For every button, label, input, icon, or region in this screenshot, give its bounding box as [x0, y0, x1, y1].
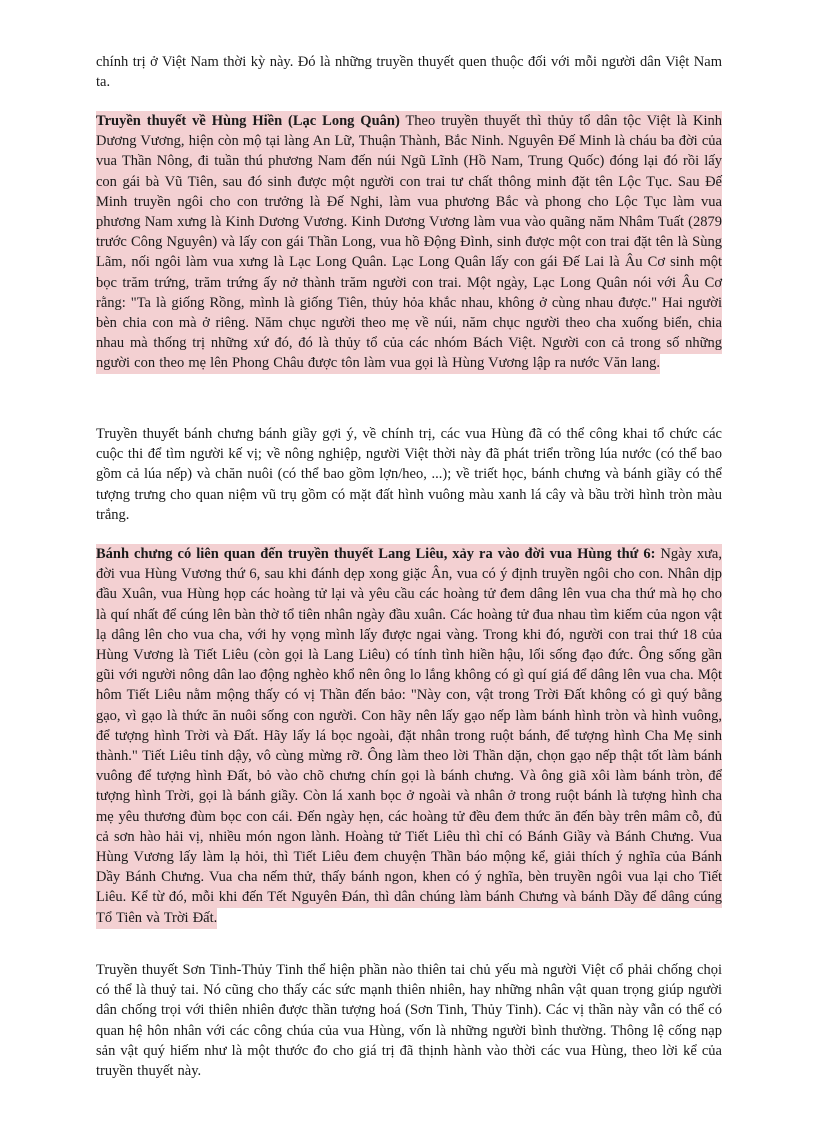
section-heading-lang-lieu: Bánh chưng có liên quan đến truyền thuyết Lang Liêu, xảy ra vào đời vua Hùng thứ 6:	[96, 546, 656, 562]
paragraph-banh-chung-meaning	[96, 424, 722, 525]
paragraph-intro-text: chính trị ở Việt Nam thời kỳ này. Đó là những truyền thuyết quen thuộc đối với mỗi người dân Việt Nam ta.	[96, 54, 722, 91]
paragraph-hung-hien-text: Theo truyền thuyết thì thủy tổ dân tộc Việt là Kinh Dương Vương, hiện còn mộ tại làng An Lữ, Thuận Thành, Bắc Ninh. Nguyên Đế Minh là cháu ba đời của vua Thần Nông, đi tuần thú phương Nam đến núi Ngũ Lĩnh (Hồ Nam, Trung Quốc) đóng lại đó rồi lấy con gái bà Vũ Tiên, sau đó sinh được một người con trai tư chất thông minh đặt tên Lộc Tục. Sau Đế Minh truyền ngôi cho con trưởng là Đế Nghi, làm vua phương Bắc và phong cho Lộc Tục làm vua phương Nam xưng là Kinh Dương Vương. Kinh Dương Vương làm vua vào quãng năm Nhâm Tuất (2879 trước Công Nguyên) và lấy con gái Thần Long, vua hồ Động Đình, sinh được một con trai đặt tên là Sùng Lãm, nối ngôi làm vua xưng là Lạc Long Quân. Lạc Long Quân lấy con gái Đế Lai là Âu Cơ sinh một bọc trăm trứng, trăm trứng ấy nở thành trăm người con trai. Một ngày, Lạc Long Quân nói với Âu Cơ rằng: "Ta là giống Rồng, mình là giống Tiên, thủy hỏa khắc nhau, không ở cùng nhau được." Hai người bèn chia con mà ở riêng. Năm chục người theo mẹ về núi, năm chục người theo cha xuống biển, chia nhau mà thống trị những xứ đó, đó là thủy tổ của các nhóm Bách Việt. Người con cả trong số những người con theo mẹ lên Phong Châu được tôn làm vua gọi là Hùng Vương lập ra nước Văn lang.	[96, 113, 722, 372]
paragraph-son-tinh-text: Truyền thuyết Sơn Tinh-Thủy Tinh thể hiện phần nào thiên tai chủ yếu mà người Việt cổ phải chống chọi có thể là thuỷ tai. Nó cũng cho thấy các sức mạnh thiên nhiên, hay những nhân vật quan trọng giúp người dân chống trọi với thiên nhiên được thần tượng hoá (Sơn Tinh, Thủy Tinh). Các vị thần này vẫn có thể có quan hệ hôn nhân với các công chúa của vua Hùng, vốn là những người bình thường. Thông lệ cống nạp sản vật quý hiếm như là một thước đo cho giá trị đã thịnh hành vào thời các vua Hùng, theo lời kể của truyền thuyết này.	[96, 962, 722, 1080]
paragraph-lang-lieu	[96, 544, 722, 928]
paragraph-banh-chung-meaning-text: Truyền thuyết bánh chưng bánh giầy gợi ý, về chính trị, các vua Hùng đã có thể công khai tổ chức các cuộc thi để tìm người kế vị; về nông nghiệp, người Việt thời này đã phát triển trồng lúa nước (có thể bao gồm cả lúa nếp) và chăn nuôi (có thể bao gồm lợn/heo, ...); về triết học, bánh chưng và bánh giầy có thể tượng trưng cho quan niệm vũ trụ gồm có mặt đất hình vuông màu xanh lá cây và bầu trời hình tròn màu trắng.	[96, 426, 722, 523]
paragraph-lang-lieu-text: Ngày xưa, đời vua Hùng Vương thứ 6, sau khi đánh dẹp xong giặc Ân, vua có ý định truyền ngôi cho con. Nhân dịp đầu Xuân, vua Hùng họp các hoàng tử lại và yêu cầu các hoàng tử đem dâng lên vua cha thứ mà họ cho là quí nhất để cúng lên bàn thờ tổ tiên nhân ngày đầu xuân. Các hoàng tử đua nhau tìm kiếm của ngon vật lạ dâng lên cho vua cha, với hy vọng mình lấy được ngai vàng. Trong khi đó, người con trai thứ 18 của Hùng Vương là Tiết Liêu (còn gọi là Lang Liêu) có tính tình hiền hậu, lối sống đạo đức. Ông sống gần gũi với người nông dân lao động nghèo khổ nên ông lo lắng không có gì quí giá để dâng lên vua cha. Một hôm Tiết Liêu nằm mộng thấy có vị Thần đến bảo: "Này con, vật trong Trời Đất không có gì quý bằng gạo, vì gạo là thức ăn nuôi sống con người. Con hãy nên lấy gạo nếp làm bánh hình tròn và hình vuông, để tượng hình Trời và Đất. Hãy lấy lá bọc ngoài, đặt nhân trong ruột bánh, để tượng hình Cha Mẹ sinh thành." Tiết Liêu tỉnh dậy, vô cùng mừng rỡ. Ông làm theo lời Thần dặn, chọn gạo nếp thật tốt làm bánh vuông để tượng hình Đất, bỏ vào chõ chưng chín gọi là bánh chưng. Và ông giã xôi làm bánh tròn, để tượng hình Trời, gọi là bánh giầy. Còn lá xanh bọc ở ngoài và nhân ở trong ruột bánh là tượng hình cha mẹ yêu thương đùm bọc con cái. Đến ngày hẹn, các hoàng tử đều đem thức ăn đến bày trên mâm cỗ, đủ cả sơn hào hải vị, nhiều món ngon lành. Hoàng tử Tiết Liêu thì chỉ có Bánh Giầy và Bánh Chưng. Vua Hùng Vương lấy làm lạ hỏi, thì Tiết Liêu đem chuyện Thần báo mộng kể, giải thích ý nghĩa của Bánh Dầy Bánh Chưng. Vua cha nếm thử, thấy bánh ngon, khen có ý nghĩa, bèn truyền ngôi vua lại cho Tiết Liêu. Kể từ đó, mỗi khi đến Tết Nguyên Đán, thì dân chúng làm bánh Chưng và bánh Dầy để dâng cúng Tổ Tiên và Trời Đất.	[96, 546, 722, 926]
paragraph-son-tinh	[96, 960, 722, 1081]
paragraph-hung-hien	[96, 111, 722, 374]
paragraph-intro	[96, 52, 722, 92]
highlighted-passage	[96, 111, 722, 374]
highlighted-passage	[96, 544, 722, 929]
section-heading-hung-hien: Truyền thuyết về Hùng Hiền (Lạc Long Quân)	[96, 113, 400, 129]
